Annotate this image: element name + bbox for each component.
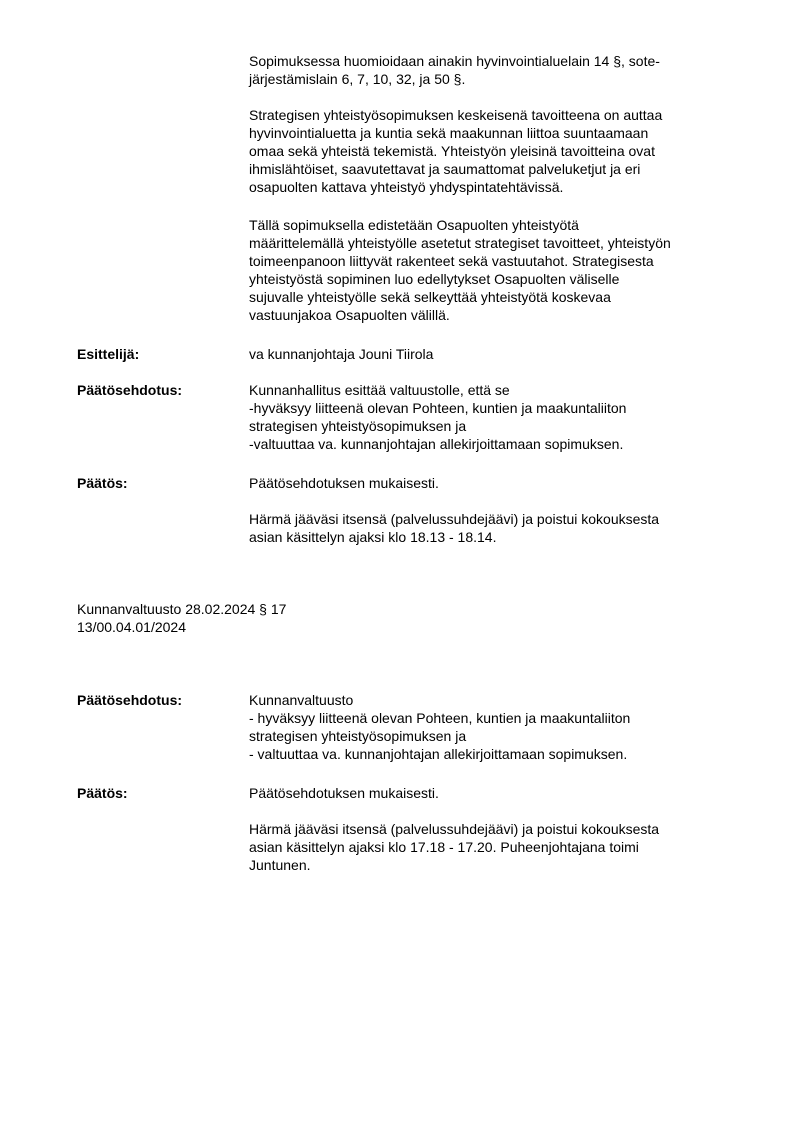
proposal-text	[249, 691, 749, 763]
decision-note	[249, 510, 749, 546]
text-line: Kunnanvaltuusto	[249, 692, 354, 708]
text-line: ihmislähtöiset, saavutettavat ja saumattomat palveluketjut ja eri	[249, 161, 641, 177]
text-line: strategisen yhteistyösopimuksen ja	[249, 728, 467, 744]
text-line: hyvinvointialuetta ja kuntia sekä maakunnan liittoa suuntaamaan	[249, 125, 649, 141]
presenter-label: Esittelijä:	[77, 346, 140, 362]
text-line: - valtuuttaa va. kunnanjohtajan allekirjoittamaan sopimuksen.	[249, 746, 628, 762]
text-line: toimeenpanoon liittyvät rakenteet sekä vastuutahot. Strategisesta	[249, 253, 654, 269]
paragraph-agreement-goals	[249, 106, 749, 196]
text-line: asian käsittelyn ajaksi klo 18.13 - 18.14.	[249, 529, 497, 545]
proposal-text	[249, 381, 749, 453]
presenter-value	[249, 345, 749, 363]
text-line: yhteistyöstä sopiminen luo edellytykset Osapuolten väliselle	[249, 271, 620, 287]
meeting-title: Kunnanvaltuusto 28.02.2024 § 17	[77, 601, 287, 617]
text-line: Härmä jääväsi itsensä (palvelussuhdejäävi) ja poistui kokouksesta	[249, 821, 660, 837]
text-line: omaa sekä yhteistä tekemistä. Yhteistyön yleisinä tavoitteina ovat	[249, 143, 655, 159]
text-line: Päätösehdotuksen mukaisesti.	[249, 785, 439, 801]
text-line: järjestämislain 6, 7, 10, 32, ja 50 §.	[249, 71, 466, 87]
text-line: Strategisen yhteistyösopimuksen keskeisenä tavoitteena on auttaa	[249, 107, 663, 123]
text-line: strategisen yhteistyösopimuksen ja	[249, 418, 467, 434]
text-line: - hyväksyy liitteenä olevan Pohteen, kuntien ja maakuntaliiton	[249, 710, 631, 726]
meeting-reference	[77, 600, 286, 636]
decision-value	[249, 474, 749, 492]
text-line: -valtuuttaa va. kunnanjohtajan allekirjoittamaan sopimuksen.	[249, 436, 624, 452]
proposal-label: Päätösehdotus:	[77, 382, 183, 398]
text-line: -hyväksyy liitteenä olevan Pohteen, kuntien ja maakuntaliiton	[249, 400, 627, 416]
proposal-label: Päätösehdotus:	[77, 692, 183, 708]
text-line: asian käsittelyn ajaksi klo 17.18 - 17.20. Puheenjohtajana toimi	[249, 839, 639, 855]
text-line: va kunnanjohtaja Jouni Tiirola	[249, 346, 434, 362]
decision-value	[249, 784, 749, 802]
decision-label: Päätös:	[77, 475, 128, 491]
decision-label: Päätös:	[77, 785, 128, 801]
text-line: Härmä jääväsi itsensä (palvelussuhdejäävi) ja poistui kokouksesta	[249, 511, 660, 527]
text-line: vastuunjakoa Osapuolten välillä.	[249, 307, 450, 323]
text-line: Juntunen.	[249, 857, 311, 873]
text-line: osapuolten kattava yhteistyö yhdyspintatehtävissä.	[249, 179, 564, 195]
text-line: Sopimuksessa huomioidaan ainakin hyvinvointialuelain 14 §, sote-	[249, 53, 660, 69]
text-line: sujuvalle yhteistyölle sekä selkeyttää yhteistyötä koskevaa	[249, 289, 611, 305]
text-line: Tällä sopimuksella edistetään Osapuolten yhteistyötä	[249, 217, 579, 233]
text-line: Kunnanhallitus esittää valtuustolle, että se	[249, 382, 510, 398]
paragraph-agreement-purpose	[249, 216, 749, 324]
text-line: määrittelemällä yhteistyölle asetetut strategiset tavoitteet, yhteistyön	[249, 235, 671, 251]
decision-note	[249, 820, 749, 874]
paragraph-legal-basis	[249, 52, 749, 88]
text-line: Päätösehdotuksen mukaisesti.	[249, 475, 439, 491]
case-number: 13/00.04.01/2024	[77, 619, 186, 635]
